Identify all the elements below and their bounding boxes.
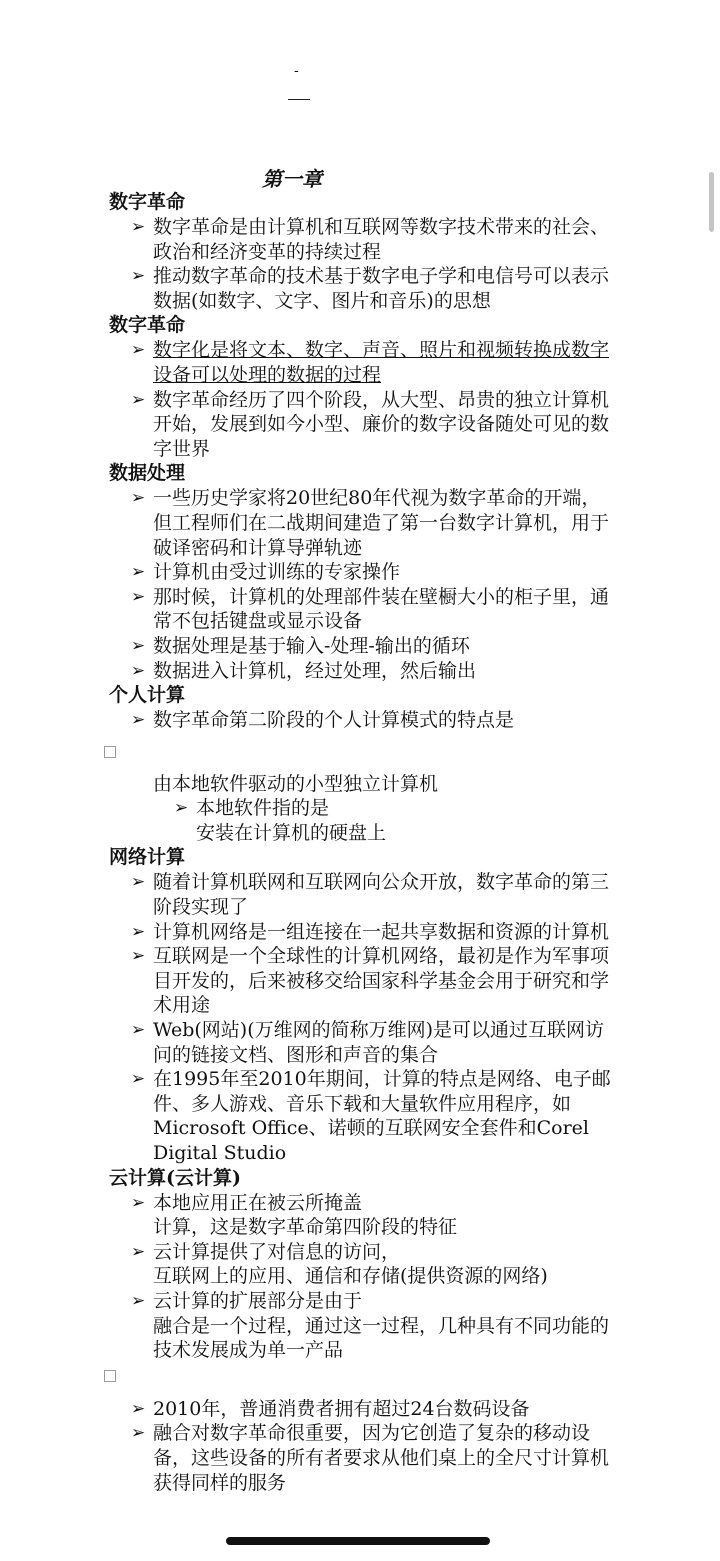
empty-checkbox-icon (104, 1370, 116, 1382)
section-heading: 数字革命 (109, 191, 186, 213)
arrow-bullet-icon: ➢ (131, 586, 146, 607)
bullet-item: ➢ 一些历史学家将20世纪80年代视为数字革命的开端，但工程师们在二战期间建造了第一台数字计算机，用于破译密码和计算导弹轨迹 (131, 487, 610, 559)
bullet-item: ➢ 本地应用正在被云所掩盖 (131, 1191, 363, 1214)
bullet-item: ➢ 云计算提供了对信息的访问， (131, 1240, 401, 1263)
arrow-bullet-icon: ➢ (131, 217, 146, 237)
sub-bullet-item: ➢ 本地软件指的是 (174, 797, 330, 820)
continuation-text: 计算，这是数字革命第四阶段的特征 (153, 1216, 458, 1239)
arrow-bullet-icon: ➢ (131, 1398, 146, 1419)
continuation-text: 由本地软件驱动的小型独立计算机 (153, 772, 439, 795)
bullet-item: ➢ 互联网是一个全球性的计算机网络，最初是作为军事项目开发的，后来被移交给国家科学基金会用于研究和学术用途 (131, 945, 610, 1017)
arrow-bullet-icon: ➢ (131, 946, 146, 967)
section-heading: 网络计算 (109, 846, 186, 869)
bullet-item: ➢ 数字革命第二阶段的个人计算模式的特点是 (131, 709, 515, 732)
arrow-bullet-icon: ➢ (131, 635, 146, 656)
bullet-item: ➢ 数字革命是由计算机和互联网等数字技术带来的社会、政治和经济变革的持续过程 (131, 216, 610, 263)
header-dash: - (294, 63, 299, 79)
section-heading: 个人计算 (109, 684, 186, 707)
bullet-item: ➢ 2010年，普通消费者拥有超过24台数码设备 (131, 1397, 530, 1420)
bullet-item: ➢ Web(网站)(万维网的简称万维网)是可以通过互联网访问的链接文档、图形和声音的集合 (131, 1019, 605, 1066)
bullet-item-underlined: ➢ 数字化是将文本、数字、声音、照片和视频转换成数字设备可以处理的数据的过程 (131, 339, 610, 386)
arrow-bullet-icon: ➢ (131, 266, 146, 287)
arrow-bullet-icon: ➢ (131, 1290, 146, 1311)
continuation-text: 安装在计算机的硬盘上 (196, 821, 387, 844)
arrow-bullet-icon: ➢ (131, 710, 146, 731)
bullet-item: ➢ 那时候，计算机的处理部件装在壁橱大小的柜子里，通常不包括键盘或显示设备 (131, 585, 610, 633)
continuation-text: 互联网上的应用、通信和存储(提供资源的网络) (153, 1265, 548, 1288)
continuation-text: 融合是一个过程，通过这一过程，几种具有不同功能的技术发展成为单一产品 (153, 1314, 610, 1362)
arrow-bullet-icon: ➢ (131, 1241, 146, 1262)
section-heading: 数字革命 (109, 314, 186, 337)
arrow-bullet-icon: ➢ (131, 1069, 146, 1090)
empty-checkbox-icon (104, 746, 116, 758)
bullet-item: ➢ 数字革命经历了四个阶段，从大型、昂贵的独立计算机开始，发展到如今小型、廉价的数字设备随处可见的数字世界 (131, 388, 610, 460)
scrollbar-thumb[interactable] (709, 172, 714, 232)
bullet-item: ➢ 数据进入计算机，经过处理，然后输出 (131, 659, 477, 682)
bullet-item: ➢ 云计算的扩展部分是由于 (131, 1289, 363, 1312)
arrow-bullet-icon: ➢ (131, 1020, 146, 1041)
bullet-item: ➢ 在1995年至2010年期间，计算的特点是网络、电子邮件、多人游戏、音乐下载和大量软件应用程序，如Microsoft Office、诺顿的互联网安全套件和Corel Digital Studio (131, 1068, 611, 1164)
arrow-bullet-icon: ➢ (131, 872, 146, 893)
arrow-bullet-icon: ➢ (131, 340, 146, 361)
chapter-title: 第一章 (262, 167, 322, 191)
section-heading: 数据处理 (109, 462, 186, 485)
arrow-bullet-icon: ➢ (131, 660, 146, 681)
home-indicator[interactable] (226, 1537, 490, 1545)
arrow-bullet-icon: ➢ (131, 1192, 146, 1213)
bullet-item: ➢ 数据处理是基于输入-处理-输出的循环 (131, 634, 470, 657)
section-heading: 云计算(云计算) (109, 1166, 241, 1189)
arrow-bullet-icon: ➢ (131, 562, 146, 583)
arrow-bullet-icon: ➢ (131, 488, 146, 509)
bullet-item: ➢ 计算机由受过训练的专家操作 (131, 561, 401, 584)
document-body (0, 190, 720, 1495)
arrow-bullet-icon: ➢ (174, 798, 189, 819)
arrow-bullet-icon: ➢ (131, 921, 146, 942)
header-rule (288, 99, 310, 100)
bullet-item: ➢ 融合对数字革命很重要，因为它创造了复杂的移动设备，这些设备的所有者要求从他们桌上的全尺寸计算机获得同样的服务 (131, 1422, 610, 1494)
bullet-item: ➢ 计算机网络是一组连接在一起共享数据和资源的计算机 (131, 920, 610, 943)
bullet-item: ➢ 随着计算机联网和互联网向公众开放，数字革命的第三阶段实现了 (131, 871, 610, 919)
arrow-bullet-icon: ➢ (131, 389, 146, 410)
bullet-item: ➢ 推动数字革命的技术基于数字电子学和电信号可以表示数据(如数字、文字、图片和音乐)的思想 (131, 265, 610, 312)
arrow-bullet-icon: ➢ (131, 1423, 146, 1444)
